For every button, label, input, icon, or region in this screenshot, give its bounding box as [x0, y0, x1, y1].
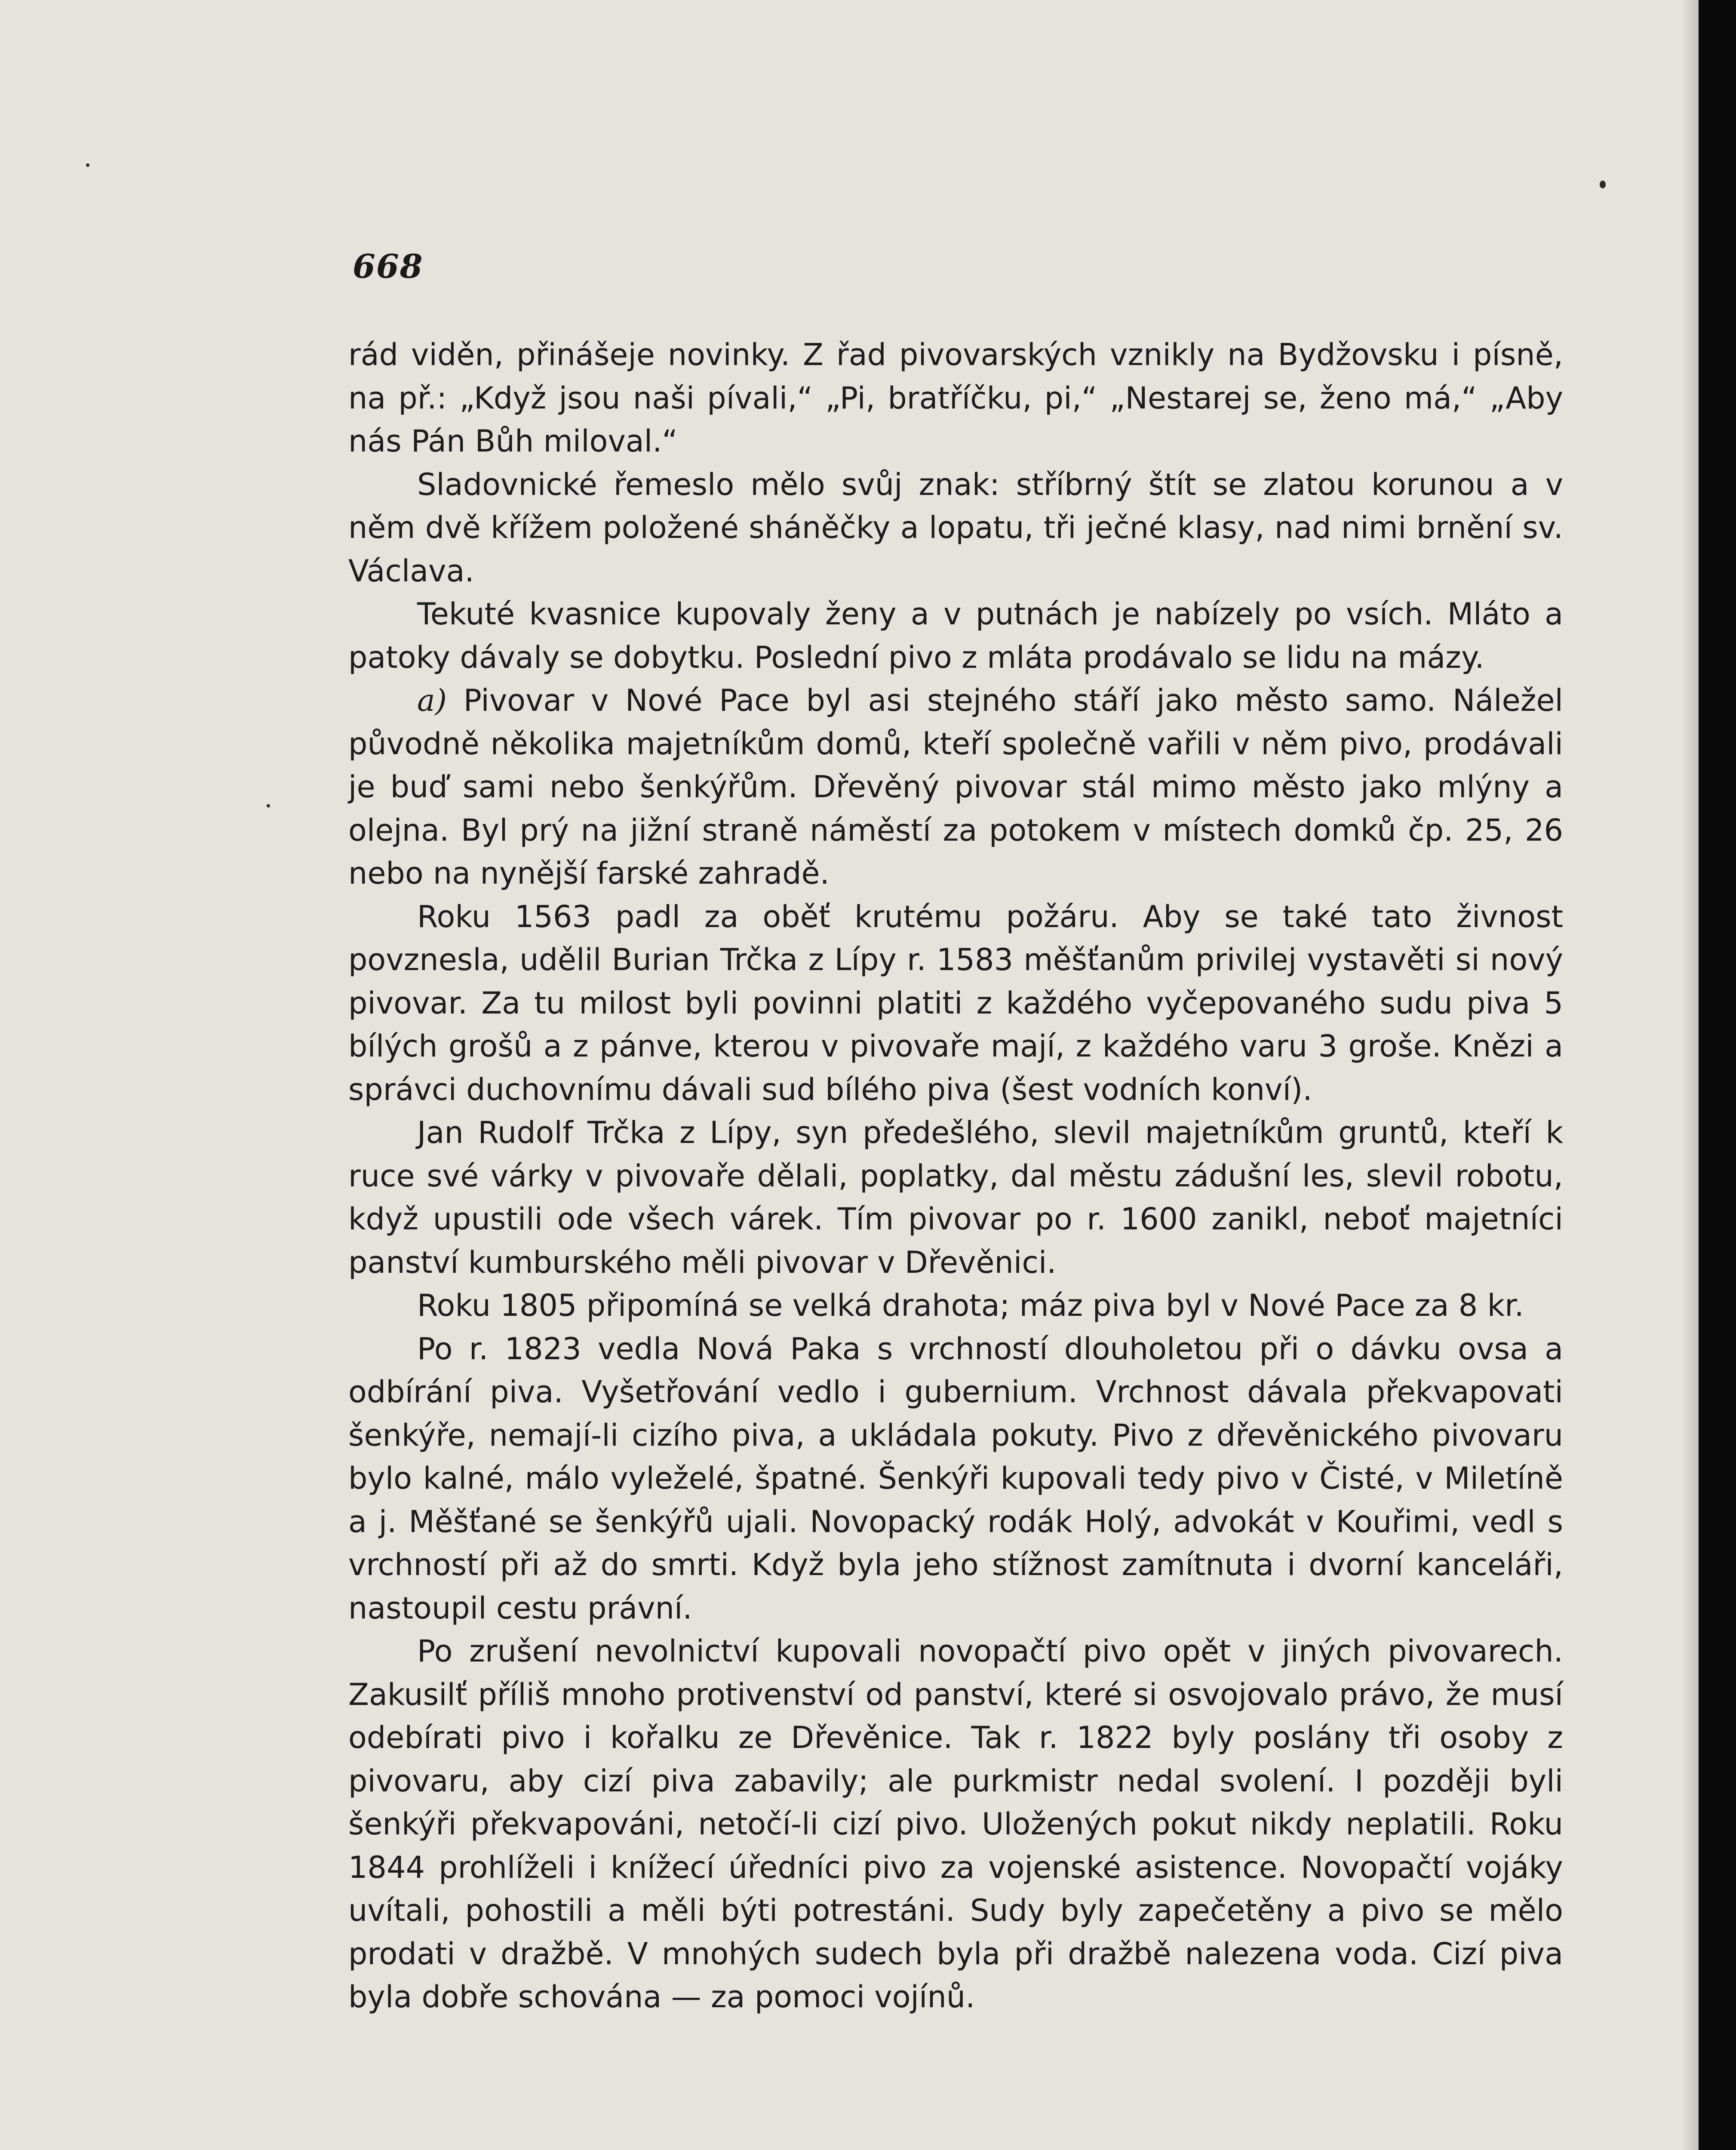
body-text: [348, 333, 1563, 2019]
paragraph: Roku 1563 padl za oběť krutému požáru. Aby se také tato živnost povznesla, udělil Burian Trčka z Lípy r. 1583 měšťanům privilej vystavěti si nový pivovar. Za tu milost byli povinni platiti z každého vyčepovaného sudu piva 5 bílých grošů a z pánve, kterou v pivovaře mají, z každého varu 3 groše. Knězi a správci duchovnímu dávali sud bílého piva (šest vodních konví).: [348, 899, 1563, 1107]
section-marker: a): [417, 683, 447, 718]
page-number: 668: [353, 247, 424, 286]
paragraph: Sladovnické řemeslo mělo svůj znak: stříbrný štít se zlatou korunou a v něm dvě křížem položené sháněčky a lopatu, tři ječné klasy, nad nimi brnění sv. Václava.: [348, 467, 1563, 589]
page-edge-shadow: [1681, 0, 1699, 2150]
paragraph-text: Pivovar v Nové Pace byl asi stejného stáří jako město samo. Náležel původně několika majetníkům domů, kteří společně vařili v něm pivo, prodávali je buď sami nebo šenkýřům. Dřevěný pivovar stál mimo město jako mlýny a olejna. Byl prý na jižní straně náměstí za potokem v místech domků čp. 25, 26 nebo na nynější farské zahradě.: [348, 683, 1563, 891]
paragraph: Roku 1805 připomíná se velká drahota; máz piva byl v Nové Pace za 8 kr.: [417, 1288, 1524, 1323]
paragraph: rád viděn, přinášeje novinky. Z řad pivovarských vznikly na Bydžovsku i písně, na př.: „Když jsou naši pívali,“ „Pi, bratříčku, pi,“ „Nestarej se, ženo má,“ „Aby nás Pán Bůh miloval.“: [348, 337, 1563, 459]
dust-speck: [86, 163, 89, 167]
dust-speck: [267, 804, 270, 808]
paragraph: [348, 679, 1563, 895]
dust-speck: [1600, 181, 1606, 188]
paragraph: Jan Rudolf Trčka z Lípy, syn předešlého, slevil majetníkům gruntů, kteří k ruce své várky v pivovaře dělali, poplatky, dal městu zádušní les, slevil robotu, když upustili ode všech várek. Tím pivovar po r. 1600 zanikl, neboť majetníci panství kumburského měli pivovar v Dřevěnici.: [348, 1115, 1563, 1280]
paragraph: Po zrušení nevolnictví kupovali novopačtí pivo opět v jiných pivovarech. Zakusilť příliš mnoho protivenství od panství, které si osvojovalo právo, že musí odebírati pivo i kořalku ze Dřevěnice. Tak r. 1822 byly poslány tři osoby z pivovaru, aby cizí piva zabavily; ale purkmistr nedal svolení. I později byli šenkýři překvapováni, netočí-li cizí pivo. Uložených pokut nikdy neplatili. Roku 1844 prohlíželi i knížecí úředníci pivo za vojenské asistence. Novopačtí vojáky uvítali, pohostili a měli býti potrestáni. Sudy byly zapečetěny a pivo se mělo prodati v dražbě. V mnohých sudech byla při dražbě nalezena voda. Cizí piva byla dobře schována — za pomoci vojínů.: [348, 1634, 1563, 2015]
paragraph: Po r. 1823 vedla Nová Paka s vrchností dlouholetou při o dávku ovsa a odbírání piva. Vyšetřování vedlo i gubernium. Vrchnost dávala překvapovati šenkýře, nemají-li cizího piva, a ukládala pokuty. Pivo z dřevěnického pivovaru bylo kalné, málo vyleželé, špatné. Šenkýři kupovali tedy pivo v Čisté, v Miletíně a j. Měšťané se šenkýřů ujali. Novopacký rodák Holý, advokát v Kouřimi, vedl s vrchností při až do smrti. Když byla jeho stížnost zamítnuta i dvorní kanceláři, nastoupil cestu právní.: [348, 1331, 1563, 1626]
paragraph: Tekuté kvasnice kupovaly ženy a v putnách je nabízely po vsích. Mláto a patoky dávaly se dobytku. Poslední pivo z mláta prodávalo se lidu na mázy.: [348, 596, 1563, 675]
